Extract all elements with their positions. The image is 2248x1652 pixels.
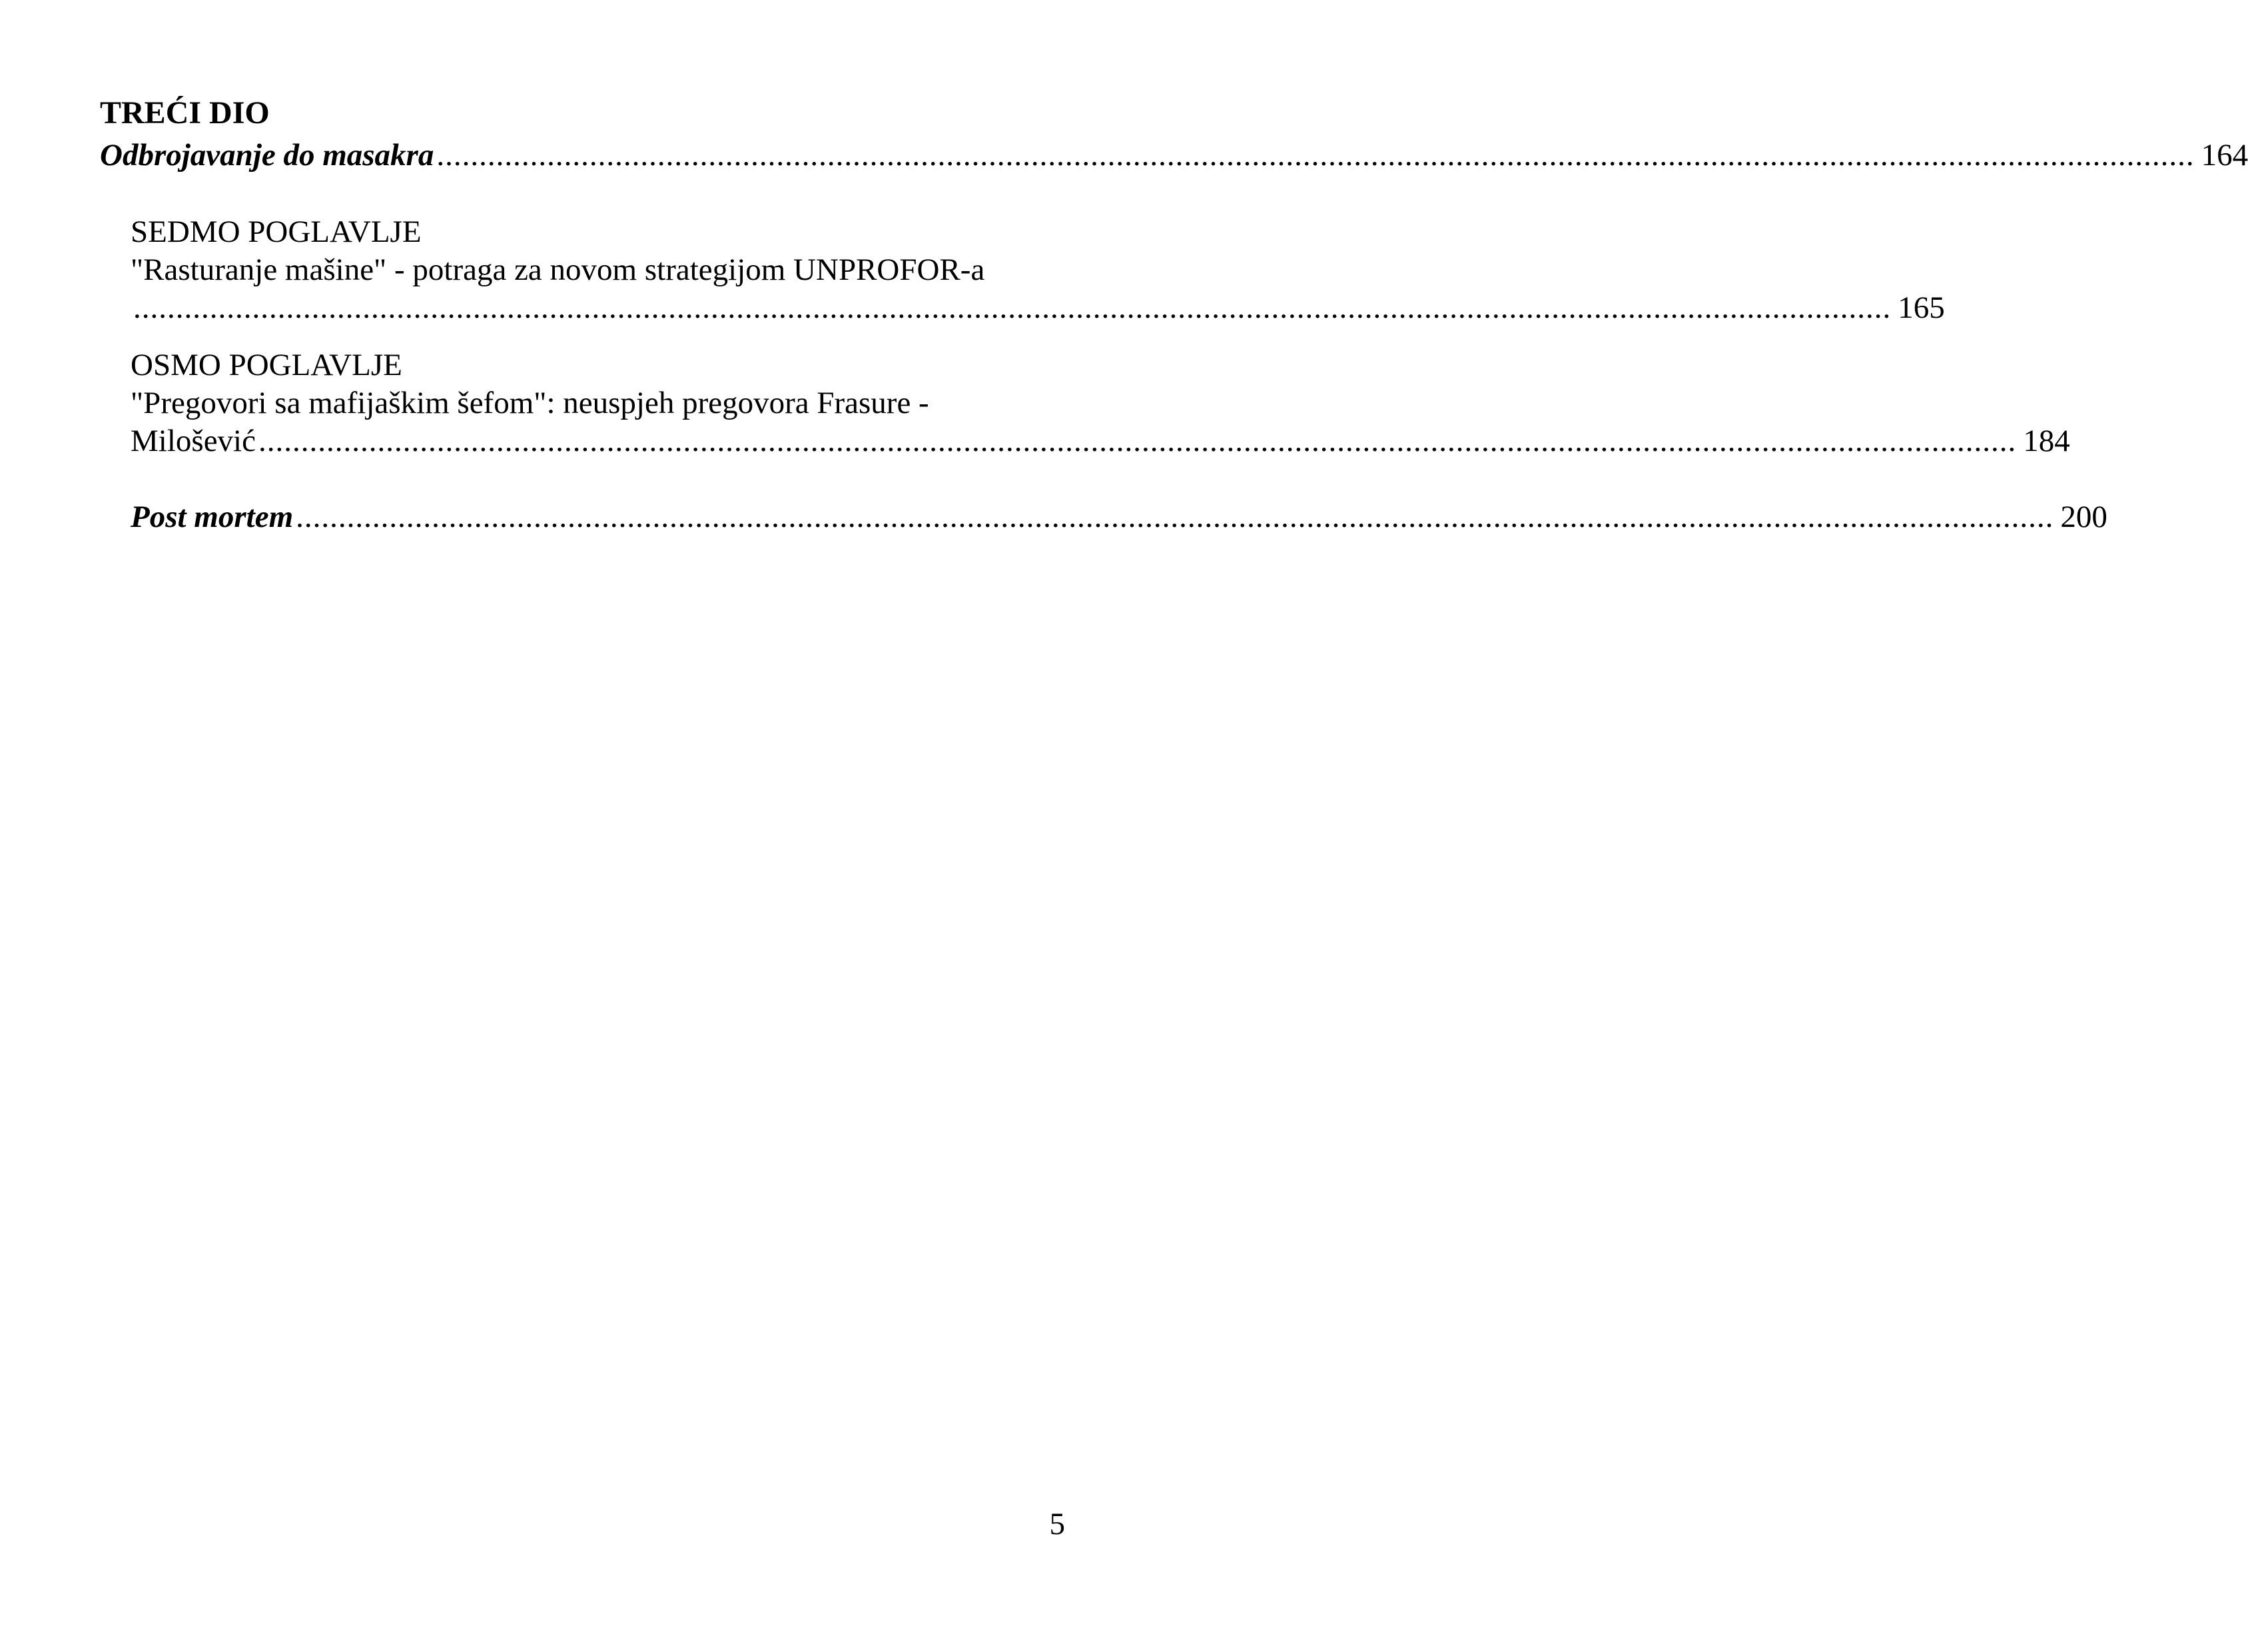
toc-page-number: 184 [2023,424,2070,458]
toc-page-number: 164 [2201,138,2248,173]
toc-entry-title: Post mortem [131,500,294,534]
chapter-label: OSMO POGLAVLJE [131,348,402,382]
dot-leader: ............................................................................................................................................................................................................... [258,424,2017,458]
dot-leader: ............................................................................................................................................................................................................... [436,138,2195,173]
toc-page-number: 165 [1898,290,1945,325]
toc-entry-part-title[interactable] [100,137,2248,174]
part-heading: TREĆI DIO [100,95,270,131]
chapter-title: "Rasturanje mašine" - potraga za novom strategijom UNPROFOR-a [131,252,985,287]
toc-page-number: 200 [2060,500,2107,534]
chapter-label: SEDMO POGLAVLJE [131,214,422,249]
dot-leader: ............................................................................................................................................................................................................... [296,500,2054,534]
page-number: 5 [1049,1507,1065,1541]
toc-entry-post-mortem[interactable] [131,498,2107,536]
chapter-title: "Pregovori sa mafijaškim šefom": neuspjeh pregovora Frasure - [131,386,929,420]
toc-entry-chapter-8[interactable] [131,422,2070,460]
dot-leader: ............................................................................................................................................................................................................... [133,290,1892,325]
toc-entry-title: Odbrojavanje do masakra [100,138,434,173]
toc-entry-chapter-7[interactable] [131,289,1945,326]
toc-entry-title-continuation: Milošević [131,424,256,458]
